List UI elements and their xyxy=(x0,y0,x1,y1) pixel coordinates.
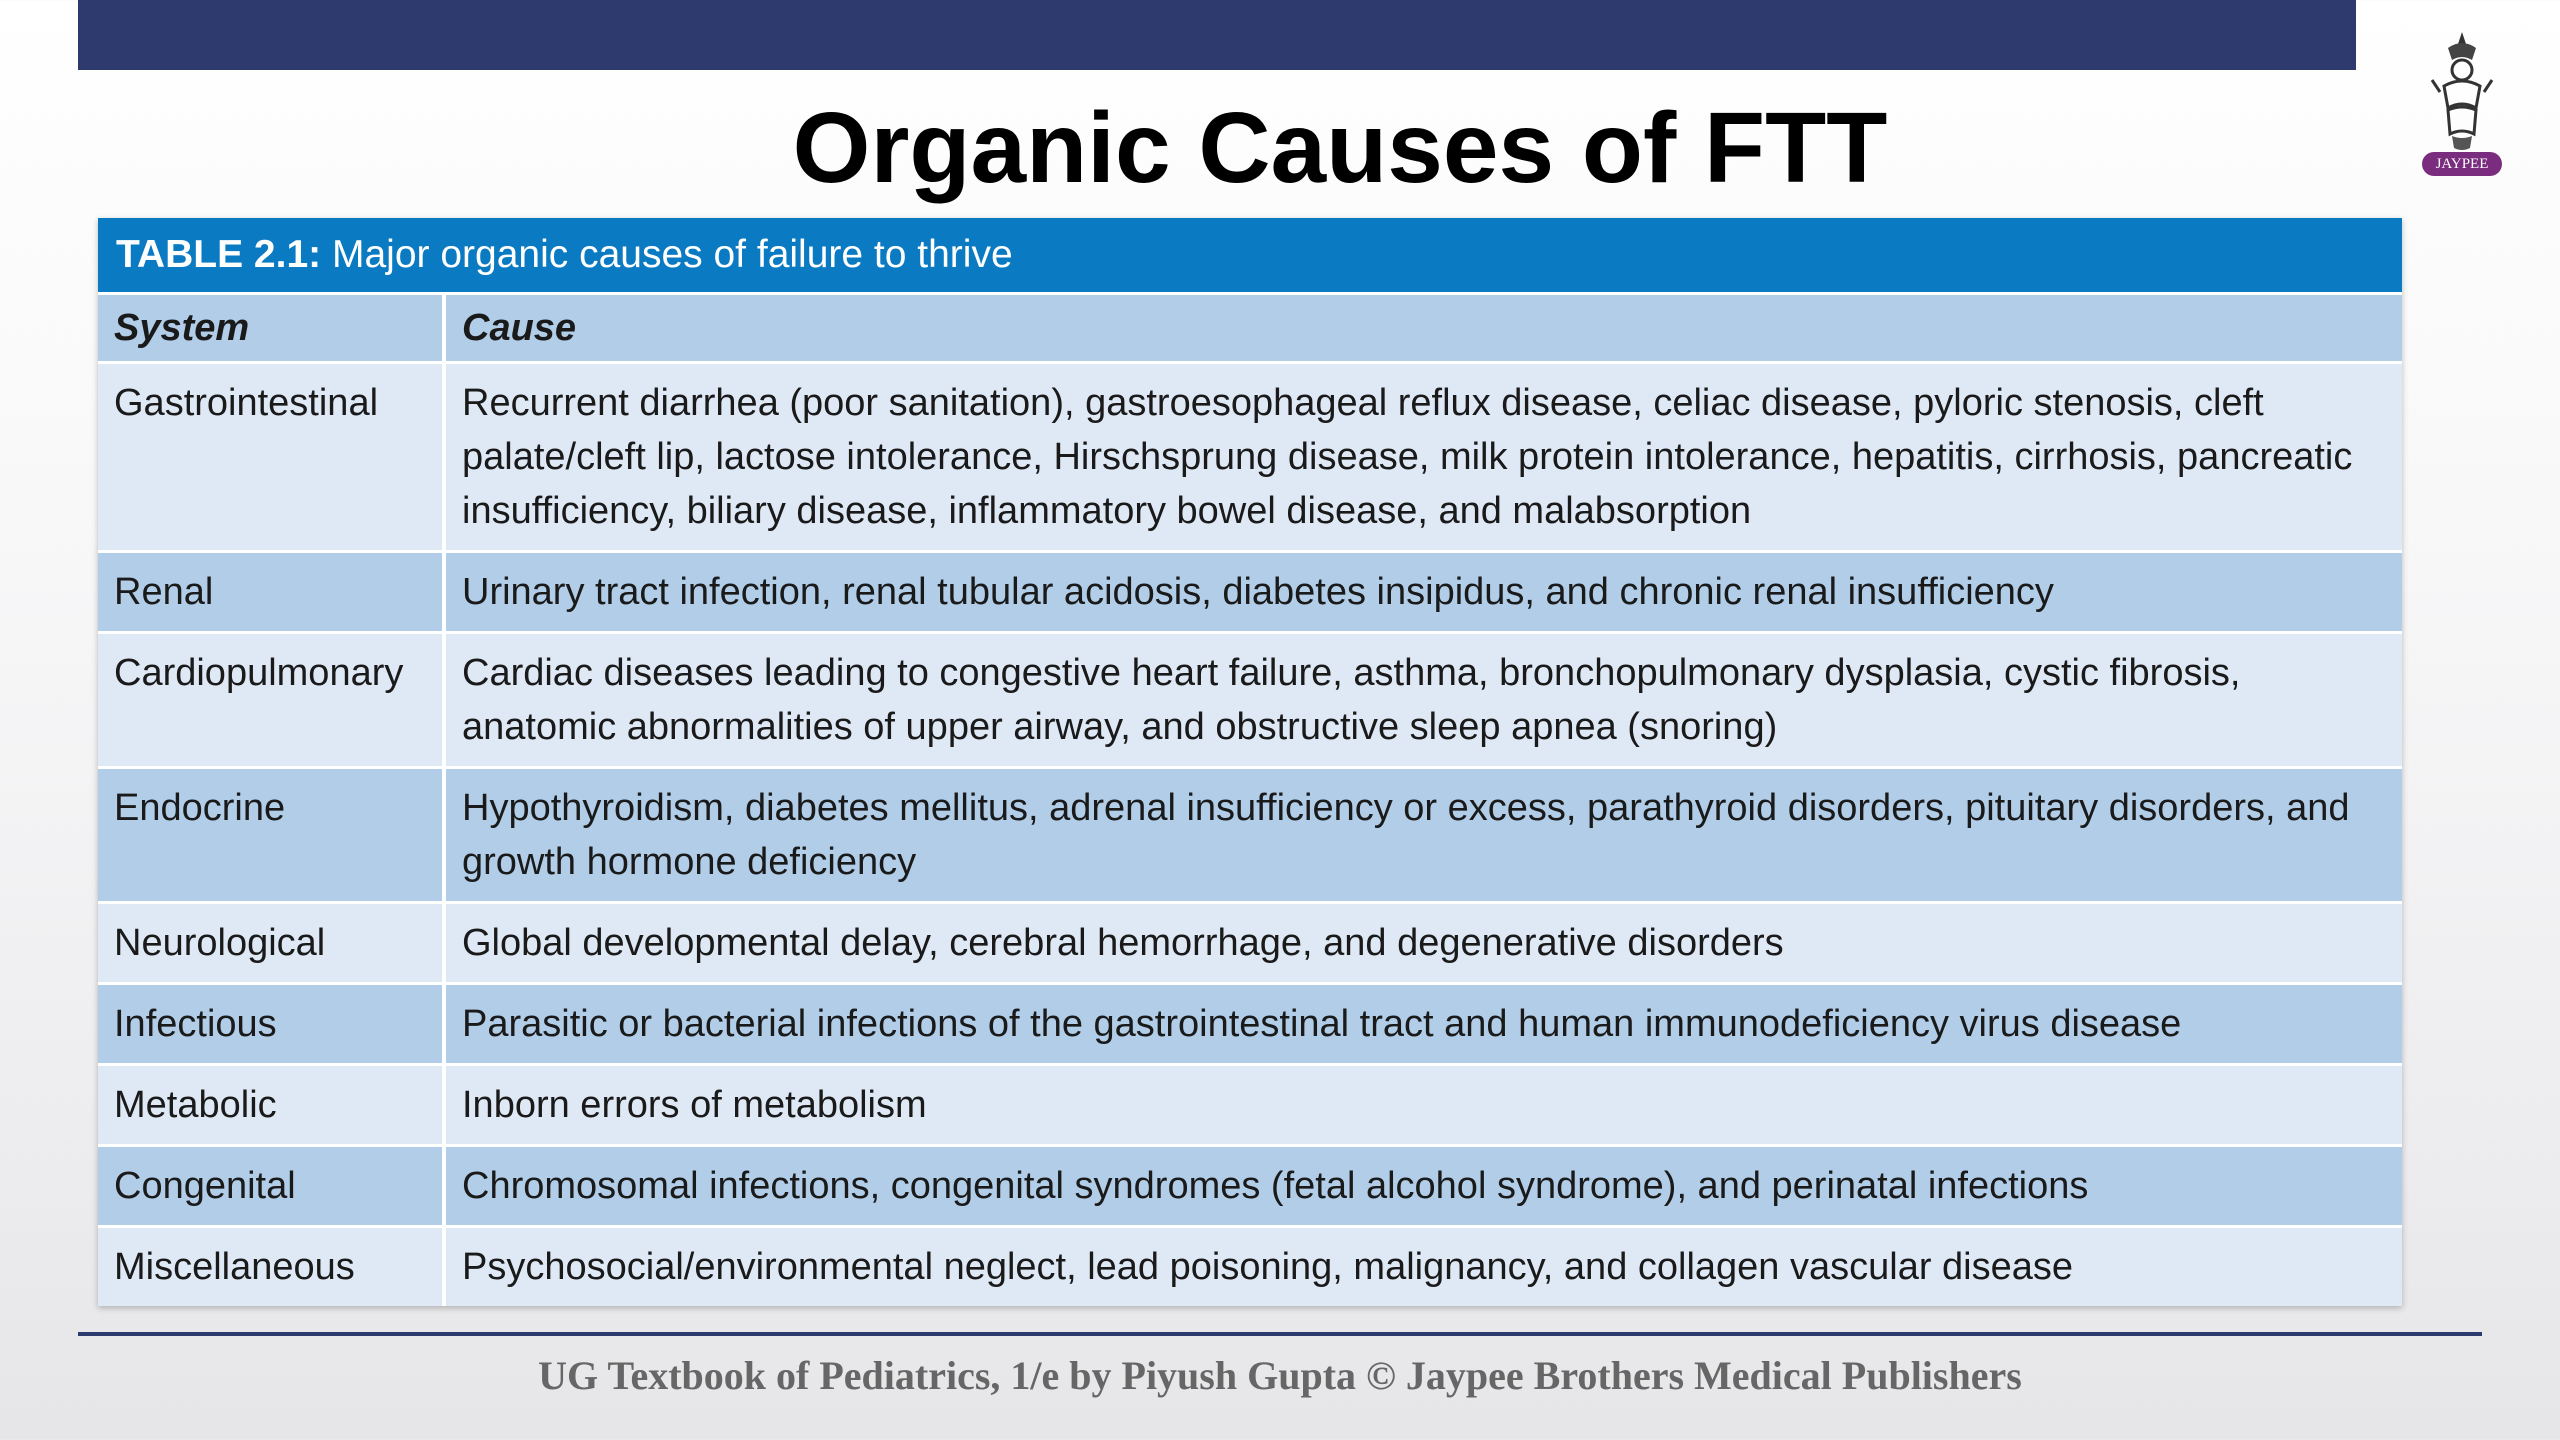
causes-table xyxy=(98,218,2402,1306)
system-cell: Cardiopulmonary xyxy=(98,633,444,768)
cause-cell: Psychosocial/environmental neglect, lead poisoning, malignancy, and collagen vascular disease xyxy=(444,1227,2402,1307)
table-row xyxy=(98,903,2402,984)
table-caption-text: Major organic causes of failure to thrive xyxy=(331,233,1013,276)
cause-cell: Global developmental delay, cerebral hemorrhage, and degenerative disorders xyxy=(444,903,2402,984)
header-system: System xyxy=(98,294,444,363)
cause-cell: Inborn errors of metabolism xyxy=(444,1065,2402,1146)
table-row xyxy=(98,552,2402,633)
table-row xyxy=(98,363,2402,552)
table-row xyxy=(98,633,2402,768)
logo-label: JAYPEE xyxy=(2435,156,2489,172)
table-header-row xyxy=(98,294,2402,363)
table-row xyxy=(98,1065,2402,1146)
table-row xyxy=(98,984,2402,1065)
system-cell: Renal xyxy=(98,552,444,633)
system-cell: Congenital xyxy=(98,1146,444,1227)
table-row xyxy=(98,1227,2402,1307)
system-cell: Miscellaneous xyxy=(98,1227,444,1307)
system-cell: Infectious xyxy=(98,984,444,1065)
table-caption-number: TABLE 2.1: xyxy=(116,233,322,276)
system-cell: Neurological xyxy=(98,903,444,984)
causes-table-grid xyxy=(98,292,2402,1306)
table-caption xyxy=(98,218,2402,292)
cause-cell: Parasitic or bacterial infections of the gastrointestinal tract and human immunodeficiency virus disease xyxy=(444,984,2402,1065)
table-row xyxy=(98,1146,2402,1227)
footer-divider xyxy=(78,1332,2482,1336)
system-cell: Metabolic xyxy=(98,1065,444,1146)
system-cell: Gastrointestinal xyxy=(98,363,444,552)
top-banner-bar xyxy=(78,0,2356,70)
header-cause: Cause xyxy=(444,294,2402,363)
cause-cell: Urinary tract infection, renal tubular acidosis, diabetes insipidus, and chronic renal insufficiency xyxy=(444,552,2402,633)
footer-citation: UG Textbook of Pediatrics, 1/e by Piyush Gupta © Jaypee Brothers Medical Publishers xyxy=(538,1353,2022,1398)
system-cell: Endocrine xyxy=(98,768,444,903)
page-title: Organic Causes of FTT xyxy=(792,92,1888,204)
cause-cell: Hypothyroidism, diabetes mellitus, adrenal insufficiency or excess, parathyroid disorders, pituitary disorders, and growth hormone deficiency xyxy=(444,768,2402,903)
table-row xyxy=(98,768,2402,903)
cause-cell: Cardiac diseases leading to congestive heart failure, asthma, bronchopulmonary dysplasia, cystic fibrosis, anatomic abnormalities of upper airway, and obstructive sleep apnea (snoring) xyxy=(444,633,2402,768)
cause-cell: Chromosomal infections, congenital syndromes (fetal alcohol syndrome), and perinatal infections xyxy=(444,1146,2402,1227)
cause-cell: Recurrent diarrhea (poor sanitation), gastroesophageal reflux disease, celiac disease, pyloric stenosis, cleft palate/cleft lip, lactose intolerance, Hirschsprung disease, milk protein intolerance, hepatitis, cirrhosis, pancreatic insufficiency, biliary disease, inflammatory bowel disease, and malabsorption xyxy=(444,363,2402,552)
